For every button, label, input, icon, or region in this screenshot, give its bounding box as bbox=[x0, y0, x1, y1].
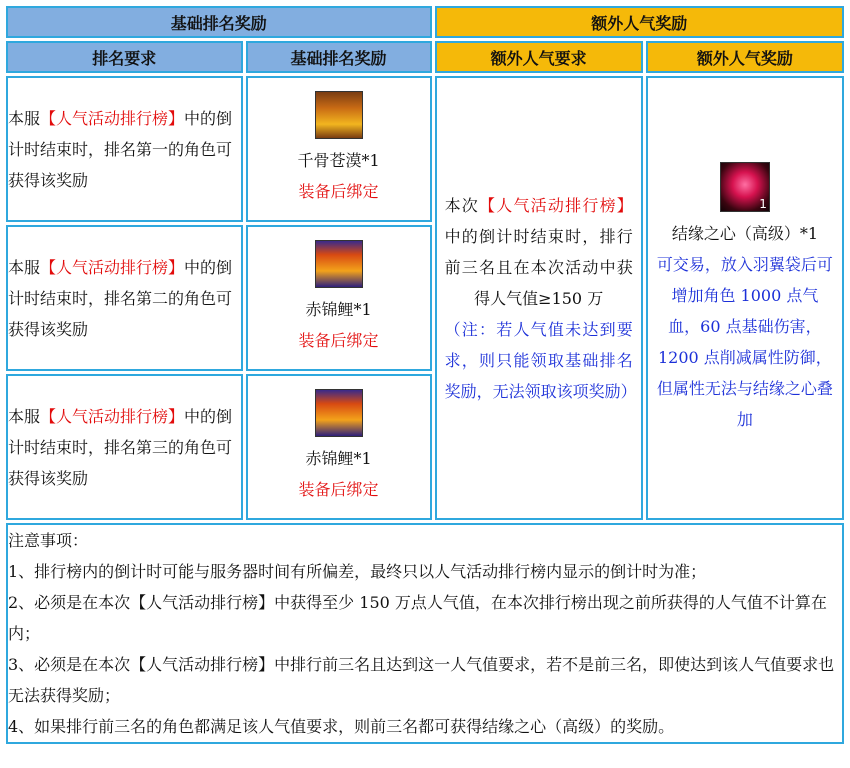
extra-reward-cell bbox=[646, 76, 844, 520]
note-item-3: 3、必须是在本次【人气活动排行榜】中排行前三名且达到这一人气值要求，若不是前三名，即使达到该人气值要求也无法获得奖励； bbox=[8, 655, 835, 705]
req-suffix: 中的倒计时结束时，排名第一的角色可获得该奖励 bbox=[8, 108, 233, 190]
extra-reward-name: 结缘之心（高级）*1 bbox=[671, 223, 818, 243]
reward-bind-note: 装备后绑定 bbox=[298, 331, 379, 350]
basic-reward-header: 基础排名奖励 bbox=[246, 41, 432, 73]
rank-requirement-second bbox=[6, 225, 243, 371]
leaderboard-link-text: 【人气活动排行榜】 bbox=[40, 257, 185, 277]
extra-reward-group-header: 额外人气奖励 bbox=[435, 6, 844, 38]
extra-req-note: （注：若人气值未达到要求，则只能领取基础排名奖励，无法领取该项奖励） bbox=[444, 319, 637, 401]
red-robe-icon[interactable] bbox=[315, 240, 363, 288]
req-suffix: 中的倒计时结束时，排名第三的角色可获得该奖励 bbox=[8, 406, 233, 488]
req-prefix: 本服 bbox=[8, 406, 41, 426]
basic-reward-third bbox=[246, 374, 432, 520]
extra-leaderboard-text: 【人气活动排行榜】 bbox=[479, 195, 633, 215]
rank-requirement-third bbox=[6, 374, 243, 520]
extra-requirement-cell bbox=[435, 76, 643, 520]
extra-req-main: 中的倒计时结束时，排行前三名且在本次活动中获得人气值≥150 万 bbox=[444, 226, 633, 308]
req-prefix: 本服 bbox=[8, 108, 41, 128]
extra-reward-header: 额外人气奖励 bbox=[646, 41, 844, 73]
reward-item-name: 赤锦鲤*1 bbox=[305, 449, 372, 468]
reward-table bbox=[3, 3, 847, 747]
reward-table-container bbox=[3, 3, 847, 765]
rank-requirement-first bbox=[6, 76, 243, 222]
note-item-1: 1、排行榜内的倒计时可能与服务器时间有所偏差，最终只以人气活动排行榜内显示的倒计时为准； bbox=[8, 562, 707, 581]
red-robe-icon[interactable] bbox=[315, 389, 363, 437]
item-count-badge: 1 bbox=[759, 196, 767, 211]
reward-item-name: 千骨苍漠*1 bbox=[297, 151, 380, 170]
rank-requirement-header: 排名要求 bbox=[6, 41, 243, 73]
req-suffix: 中的倒计时结束时，排名第二的角色可获得该奖励 bbox=[8, 257, 233, 339]
basic-reward-second bbox=[246, 225, 432, 371]
heart-icon[interactable] bbox=[720, 162, 770, 212]
leaderboard-link-text: 【人气活动排行榜】 bbox=[40, 108, 185, 128]
reward-bind-note: 装备后绑定 bbox=[298, 182, 379, 201]
basic-reward-first bbox=[246, 76, 432, 222]
req-prefix: 本服 bbox=[8, 257, 41, 277]
notes-title: 注意事项： bbox=[8, 531, 89, 550]
reward-bind-note: 装备后绑定 bbox=[298, 480, 379, 499]
reward-item-name: 赤锦鲤*1 bbox=[305, 300, 372, 319]
leaderboard-link-text: 【人气活动排行榜】 bbox=[40, 406, 185, 426]
note-item-2: 2、必须是在本次【人气活动排行榜】中获得至少 150 万点人气值，在本次排行榜出现之前所获得的人气值不计算在内； bbox=[8, 593, 827, 643]
notes-section bbox=[6, 523, 844, 744]
extra-reward-desc: 可交易，放入羽翼袋后可增加角色 1000 点气血，60 点基础伤害，1200 点削减属性防御，但属性无法与结缘之心叠加 bbox=[656, 254, 833, 429]
golden-robe-icon[interactable] bbox=[315, 91, 363, 139]
basic-reward-group-header: 基础排名奖励 bbox=[6, 6, 432, 38]
note-item-4: 4、如果排行前三名的角色都满足该人气值要求，则前三名都可获得结缘之心（高级）的奖励。 bbox=[8, 717, 675, 736]
extra-req-prefix: 本次 bbox=[444, 195, 480, 215]
extra-requirement-header: 额外人气要求 bbox=[435, 41, 643, 73]
